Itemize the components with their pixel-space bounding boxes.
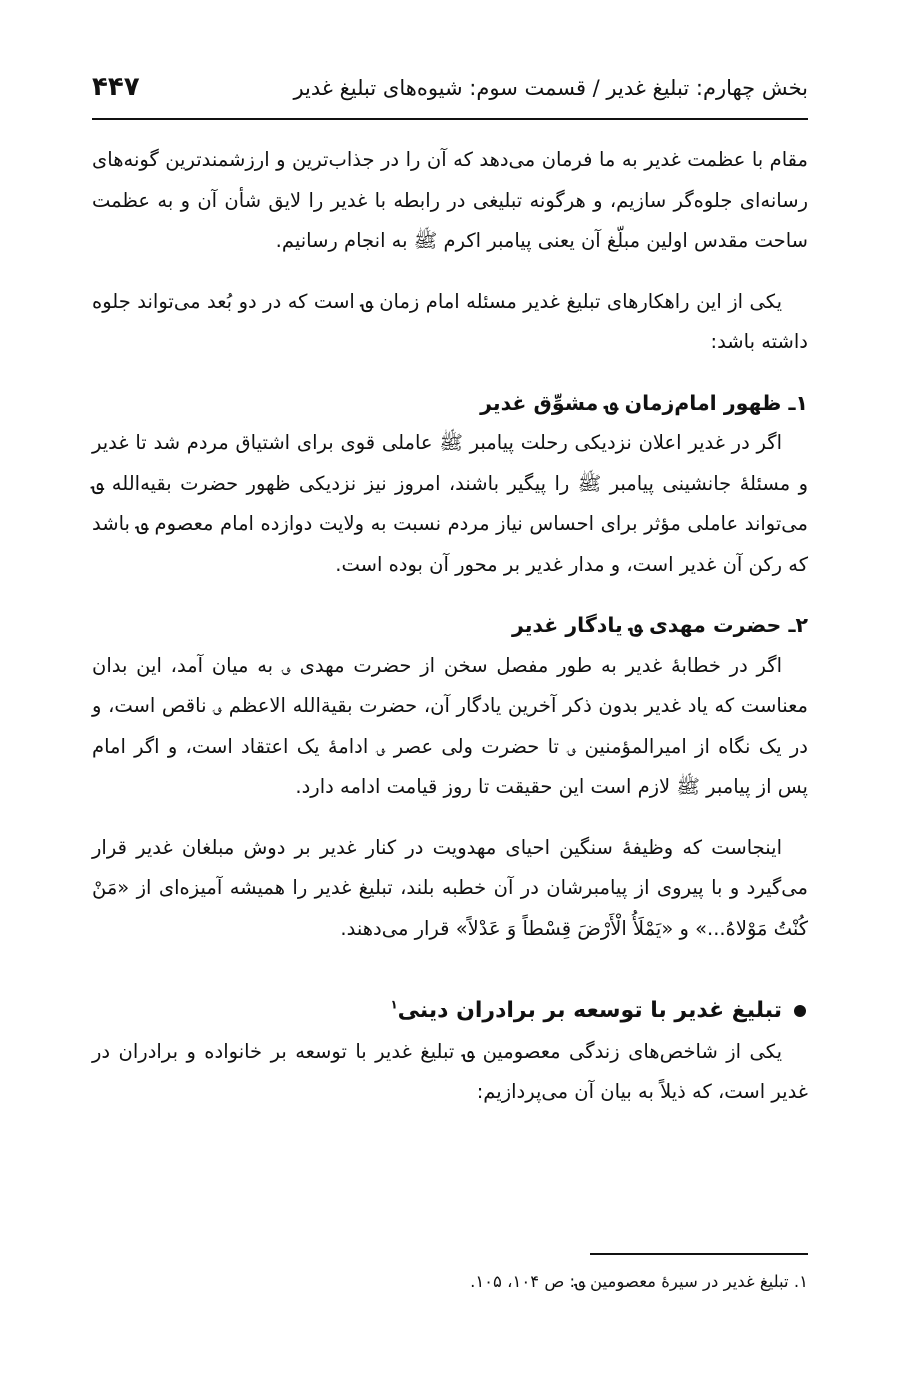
running-header [92, 68, 808, 120]
paragraph-3: اگر در غدیر اعلان نزدیکی رحلت پیامبر ﷺ عاملی قوی برای اشتیاق مردم شد تا غدیر و مسئلهٔ جانشینی پیامبر ﷺ را پیگیر باشند، امروز نیز نزدیکی ظهور حضرت بقیه‌الله ؈ می‌تواند عاملی مؤثر برای احساس نیاز مردم نسبت به ولایت دوازده امام معصوم ؈ باشد که رکن آن غدیر است، و مدار غدیر بر محور آن بوده است. [92, 431, 808, 576]
footnote: ۱. تبلیغ غدیر در سیرهٔ معصومین ؈: ص ۱۰۴، ۱۰۵. [470, 1272, 808, 1291]
header-title: بخش چهارم: تبلیغ غدیر / قسمت سوم: شیوه‌های تبلیغ غدیر [293, 76, 808, 100]
paragraph-5: اینجاست که وظیفهٔ سنگین احیای مهدویت در کنار غدیر بر دوش مبلغان غدیر قرار می‌گیرد و با پیروی از پیامبرشان در آن خطبه بلند، تبلیغ غدیر را همیشه آمیزه‌ای از «مَنْ کُنْتُ مَوْلاهُ...» و «یَمْلَأُ الْأَرْضَ قِسْطاً وَ عَدْلاً» قرار می‌دهند. [92, 835, 808, 940]
section-heading-2: ۲ـ حضرت مهدی ؈ یادگار غدیر [511, 613, 808, 637]
bullet-heading-text: تبلیغ غدیر با توسعه بر برادران دینی [397, 998, 782, 1023]
page-number: ۴۴۷ [92, 72, 140, 102]
bullet-icon [794, 1005, 806, 1017]
page-body [92, 140, 808, 1113]
paragraph-6: یکی از شاخص‌های زندگی معصومین ؈ تبلیغ غدیر با توسعه بر خانواده و برادران در غدیر است، که ذیلاً به بیان آن می‌پردازیم: [92, 1039, 808, 1103]
footnote-marker: ۱ [390, 997, 398, 1012]
paragraph-1: مقام با عظمت غدیر به ما فرمان می‌دهد که آن را در جذاب‌ترین و ارزشمندترین گونه‌های رسانه‌ای جلوه‌گر سازیم، و هرگونه تبلیغی در رابطه با غدیر را لایق شأن آن و به عظمت ساحت مقدس اولین مبلّغ آن یعنی پیامبر اکرم ﷺ به انجام رسانیم. [92, 148, 808, 252]
section-heading-1: ۱ـ ظهور امام‌زمان ؈ مشوِّق غدیر [480, 390, 808, 415]
paragraph-4: اگر در خطابهٔ غدیر به طور مفصل سخن از حضرت مهدی ؈ به میان آمد، این بدان معناست که یاد غدیر بدون ذکر آخرین یادگار آن، حضرت بقیة‌الله الاعظم ؈ ناقص است، و در یک نگاه از امیرالمؤمنین ؈ تا حضرت ولی عصر ؈ ادامهٔ یک اعتقاد است، و اگر امام پس از پیامبر ﷺ لازم است این حقیقت تا روز قیامت ادامه دارد. [92, 653, 808, 798]
paragraph-2: یکی از این راهکارهای تبلیغ غدیر مسئله امام زمان ؈ است که در دو بُعد می‌تواند جلوه داشته باشد: [92, 289, 808, 353]
footnote-divider [590, 1253, 808, 1255]
bullet-heading [92, 991, 808, 1032]
